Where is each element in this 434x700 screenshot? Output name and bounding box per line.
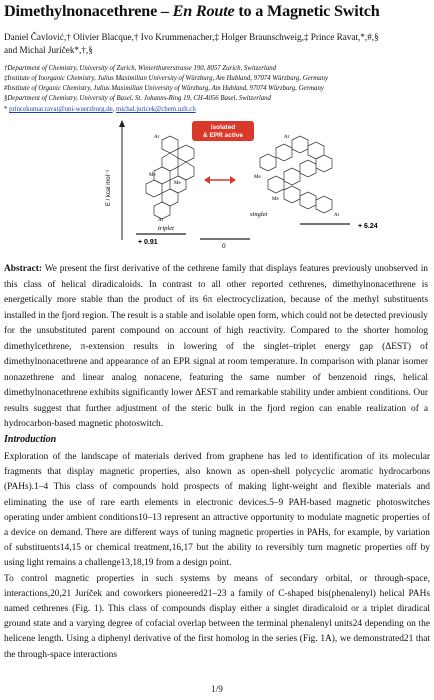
paragraph: Exploration of the landscape of materials derived from graphene has led to identification of its molecular fragments that display magnetic properties, also known as open-shell polycyclic aromatic hydrocarbons (PAHs).1–4 This class of compounds hold prospects of making light-weight and flexible materials and eliminating the use of rare earth elements in electronic devices.5–9 PAH-based magnetic photoswitches operating under ambient conditions10–13 represent an attractive opportunity to modulate magnetic properties of a device on demand. There are different ways of tuning magnetic properties in PAHs, for example, by variation of substituents14,15 or chemical treatment,16,17 but the ability to reversibly turn magnetic properties off by using light remains a challenge13,18,19 from a design point. bbox=[4, 452, 430, 569]
ar-label: Ar bbox=[284, 135, 290, 140]
affiliation: #Institute of Organic Chemistry, Julius Maximilian University of Würzburg, Am Hubland, 97074 Würzburg, Germany bbox=[4, 85, 324, 92]
arrow-head-right bbox=[230, 176, 236, 184]
me-label: Me bbox=[149, 173, 156, 178]
zero-label: 0 bbox=[222, 243, 226, 250]
banner-text: & EPR active bbox=[202, 132, 244, 139]
toc-graphic bbox=[100, 118, 400, 250]
author-list bbox=[4, 31, 428, 57]
ar-label: Ar bbox=[334, 213, 340, 218]
affiliation: §Department of Chemistry, University of Basel, St. Johanns-Ring 19, CH-4056 Basel, Switzerland bbox=[4, 95, 271, 102]
paragraph: To control magnetic properties in such systems by means of secondary orbital, or through-space, interactions,20,21 Juríček and coworkers pioneered21–23 a family of C-shaped bis(phenalenyl) helical PAHs named cethrenes (Fig. 1). This class of compounds display either a singlet diradicaloid or a triplet diradical ground state and a varying degree of cofacial overlap between the terminal phenalenyl units24 depending on the helicene length. Using a diphenyl derivative of the first homolog in the series (Fig. 1A), we demonstrated21 that the through-space interactions bbox=[4, 573, 430, 660]
authors-line: Daniel Čavlović,† Olivier Blacque,† Ivo Krummenacher,‡ Holger Braunschweig,‡ Prince Ravat,*,#,§ bbox=[4, 32, 379, 42]
singlet-energy: + 6.24 bbox=[358, 223, 378, 230]
corresponding-emails bbox=[4, 106, 196, 113]
me-label: Me bbox=[254, 175, 261, 180]
me-label: Me bbox=[272, 197, 279, 202]
page-number: 1/9 bbox=[211, 684, 223, 694]
abstract-label: Abstract: bbox=[4, 264, 43, 274]
triplet-energy: + 0.91 bbox=[138, 239, 158, 246]
axis-arrowhead bbox=[119, 120, 125, 127]
email-prefix: * bbox=[4, 106, 10, 113]
introduction-body bbox=[4, 450, 430, 663]
affiliation: ‡Institute of Inorganic Chemistry, Julius Maximilian University of Würzburg, Am Hubland, 97074 Würzburg, Germany bbox=[4, 75, 329, 82]
energy-axis-label: E / kcal mol⁻¹ bbox=[106, 169, 112, 207]
affiliation: †Department of Chemistry, University of Zurich, Winterthurerstrasse 190, 8057 Zurich, Switzerland bbox=[4, 65, 276, 72]
section-heading: Introduction bbox=[4, 434, 57, 445]
abstract-text: We present the first derivative of the cethrene family that displays features previously unobserved in this class of helical diradicaloids. In contrast to all other reported cethrenes, dimethylnonacethrene is energetically more stable than the product of its 6π electrocyclization, because of the methyl substituents installed in the fjord region. The result is a stable and isolable open form, which could not be detected previously for the unsubstituted parent compound on account of high reactivity. Compared to the shorter homolog dimethylcethrene, π-extension results in lowering of the singlet–triplet energy gap (ΔEST) of dimethylnonacethrene and appearance of an EPR signal at room temperature. In comparison with planar isomer nonazethrene and linear analog nonacene, featuring the same number of benzenoid rings, helical dimethylnonacethrene exhibits significantly lower ΔEST and remarkable stability under ambient conditions. Our results suggest that further adjustment of the steric bulk in the fjord region can enable realization of a hydrocarbon-based magnetic photoswitch. bbox=[4, 264, 428, 429]
triplet-label: triplet bbox=[158, 225, 174, 232]
title-part-rest: to a Magnetic Switch bbox=[234, 2, 380, 20]
singlet-molecule bbox=[260, 136, 332, 213]
email-link[interactable]: michal.juricek@chem.uzh.ch bbox=[116, 106, 196, 113]
me-label: Me bbox=[174, 181, 181, 186]
arrow-head-left bbox=[204, 176, 210, 184]
banner-text: isolated bbox=[210, 124, 236, 131]
ar-label: Ar bbox=[154, 135, 160, 140]
affiliations bbox=[4, 64, 428, 104]
authors-line: and Michal Juríček*,†,§ bbox=[4, 45, 93, 55]
singlet-label: singlet bbox=[250, 211, 268, 218]
title-part: Dimethylnonacethrene – bbox=[4, 2, 173, 20]
ar-label: Ar bbox=[158, 218, 164, 223]
abstract bbox=[4, 262, 428, 433]
title-italic-part: En Route bbox=[172, 2, 235, 20]
paper-title bbox=[4, 2, 380, 21]
email-link[interactable]: princekumar.ravat@uni-wuerzburg.de bbox=[9, 106, 113, 113]
email-separator: , bbox=[112, 106, 117, 113]
